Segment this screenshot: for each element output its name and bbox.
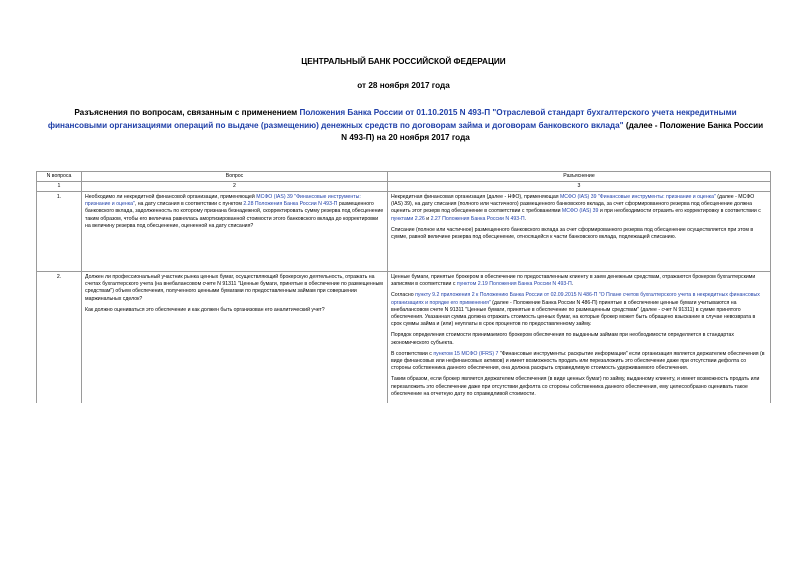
row2-q-paragraph1: Должен ли профессиональный участник рынка ценных бумаг, осуществляющий брокерскую деятельность, отражать на счетах бухгалтерского учета (на внебалансовом счете N 91311 "Ценные бумаги, принятые в обеспечение по размещенным средствам") объем обеспечения, полученного ценными бумагами по предоставленным займам при совершении маржинальных сделок? — [85, 273, 383, 302]
row1-a-paragraph2: Списание (полное или частичное) размещенного банковского вклада за счет сформированного резерва под обесценение осуществляется при этом в сумме, равной величине резерва под обесценение, относящейся к части банковского вклада, подлежащей списанию. — [391, 226, 754, 240]
row1-question — [82, 192, 388, 272]
row1-q-text: , на дату списания в соответствии с пунктом — [134, 201, 244, 208]
row2-a-text: Согласно — [391, 292, 416, 299]
row2-answer — [388, 272, 771, 404]
row2-a-link-ifrs7[interactable]: пунктом 15 МСФО (IFRS) 7 — [433, 350, 499, 357]
table-row — [37, 272, 771, 404]
row1-a-text: . — [524, 215, 527, 222]
row2-a-text: Ценные бумаги, принятые брокером в обеспечение по предоставленным клиенту в заем денежным средствам, отражаются брокером бухгалтерскими записями в соответствии с — [391, 273, 756, 288]
row1-a-text: и при необходимости отразить его корректировку в соответствии с — [598, 208, 761, 215]
row1-q-text: Необходимо ли некредитной финансовой организации, применяющей — [85, 193, 257, 200]
row1-a-text: Некредитная финансовая организация (далее - НФО), применяющая — [391, 193, 560, 200]
row2-a-paragraph5: Таким образом, если брокер является держателем обеспечения (в виде ценных бумаг) по займу, выданному клиенту, и имеет возможность продать или перезаложить это обеспечение даже при отсутствии дефолта со стороны собственника данного обеспечения, ему целесообразно оценивать такое обеспечение на отчетную дату по справедливой стоимости. — [391, 376, 760, 397]
colnum-3: 3 — [388, 182, 771, 192]
table-header-row — [37, 172, 771, 182]
header-answer: Разъяснение — [388, 172, 771, 182]
row2-a-text: . — [571, 281, 574, 288]
row1-a-link-regulation[interactable]: Положения Банка России N 493-П — [442, 215, 525, 222]
row1-q-link-p228[interactable]: 2.28 — [243, 201, 254, 208]
heading-regulation-link[interactable]: Положения Банка России от 01.10.2015 N 493-П "Отраслевой стандарт бухгалтерского учета некредитными финансовыми организациями операций по выдаче (размещению) денежных средств по договорам займа и договорам банковского вклада" — [47, 108, 737, 130]
header-question: Вопрос — [82, 172, 388, 182]
document-org-title: ЦЕНТРАЛЬНЫЙ БАНК РОССИЙСКОЙ ФЕДЕРАЦИИ — [301, 57, 506, 66]
colnum-2: 2 — [82, 182, 388, 192]
row1-a-link-p226[interactable]: пунктами 2.26 — [391, 215, 425, 222]
row2-number: 2. — [37, 272, 82, 404]
heading-text-start: Разъяснения по вопросам, связанным с применением — [74, 108, 300, 117]
row2-a-text: (далее - Положение Банка России N 486-П) принятые в обеспечение ценные бумаги учитываются на внебалансовом счете N 91311 "Ценные бумаги, принятые в обеспечение по размещенным средствам" (далее - счет N 91311) в сумме принятого обеспечения. Указанная сумма должна отражать стоимость ценных бумаг, на которые брокер может быть обращено взыскание в случае невозврата в срок суммы займа и (или) неуплаты в срок процентов по предоставленному займу. — [391, 299, 756, 328]
row1-answer — [388, 192, 771, 272]
document-heading — [44, 107, 767, 145]
row1-a-text: и — [424, 215, 431, 222]
row2-a-paragraph3: Порядок определения стоимости принимаемого брокером обеспечения по выданным займам при необходимости определяется в стандартах экономического субъекта. — [391, 332, 734, 346]
row1-a-link-ifrs39[interactable]: МСФО (IAS) 39 "Финансовые инструменты: признание и оценка" — [559, 193, 716, 200]
colnum-1: 1 — [37, 182, 82, 192]
row2-a-link-regulation-486[interactable]: пункту 9.2 приложения 2 к Положению Банка России от 02.09.2015 N 486-П "О Плане счетов бухгалтерского учета в некредитных финансовых организациях и порядке его применения" — [391, 292, 760, 306]
row2-a-text: "Финансовые инструменты: раскрытие информации" если организация является держателем обеспечения (в виде финансовых или нефинансовых активов) и имеет возможность продать или перезаложить это обеспечение даже при отсутствии дефолта со стороны собственника данного обеспечения, она должна раскрыть справедливую стоимость удерживаемого обеспечения. — [391, 350, 765, 372]
row1-a-link-ifrs39-short[interactable]: МСФО (IAS) 39 — [561, 208, 599, 215]
qa-table — [36, 171, 771, 403]
row2-a-link-p219[interactable]: пунктом 2.19 Положения Банка России N 493-П — [456, 281, 572, 288]
row2-question — [82, 272, 388, 404]
row1-a-link-p227[interactable]: 2.27 — [430, 215, 441, 222]
row1-q-link-regulation[interactable]: Положения Банка России N 493-П — [254, 201, 338, 208]
table-colnum-row — [37, 182, 771, 192]
row1-a-text: (далее - МСФО (IAS) 39), на дату списания (полного или частичного) размещенного банковского вклада, за счет сформированного резерва под обесценение должна оценить этот резерв под обесценение в соответствии с требованиями — [391, 193, 755, 215]
row2-q-paragraph2: Как должно оцениваться это обеспечение и как должен быть организован его аналитический учет? — [85, 306, 325, 313]
header-question-number: N вопроса — [37, 172, 82, 182]
row2-a-text: В соответствии с — [391, 350, 434, 357]
row1-q-link-ifrs39[interactable]: МСФО (IAS) 39 "Финансовые инструменты: признание и оценка" — [85, 193, 361, 208]
row1-number: 1. — [37, 192, 82, 272]
table-row — [37, 192, 771, 272]
document-date: от 28 ноября 2017 года — [357, 81, 450, 90]
heading-text-end: (далее - Положение Банка России N 493-П) на 20 ноября 2017 года — [341, 120, 764, 142]
row1-q-text: размещенного банковского вклада, задолженность по которому признана безнадежной, скорректировать сумму резерва под обесценение таким образом, чтобы его величина равнялась амортизированной стоимости этого банковского вклада до корректировки на величину резерва под обесценение, оцененной на дату списания? — [85, 201, 384, 229]
